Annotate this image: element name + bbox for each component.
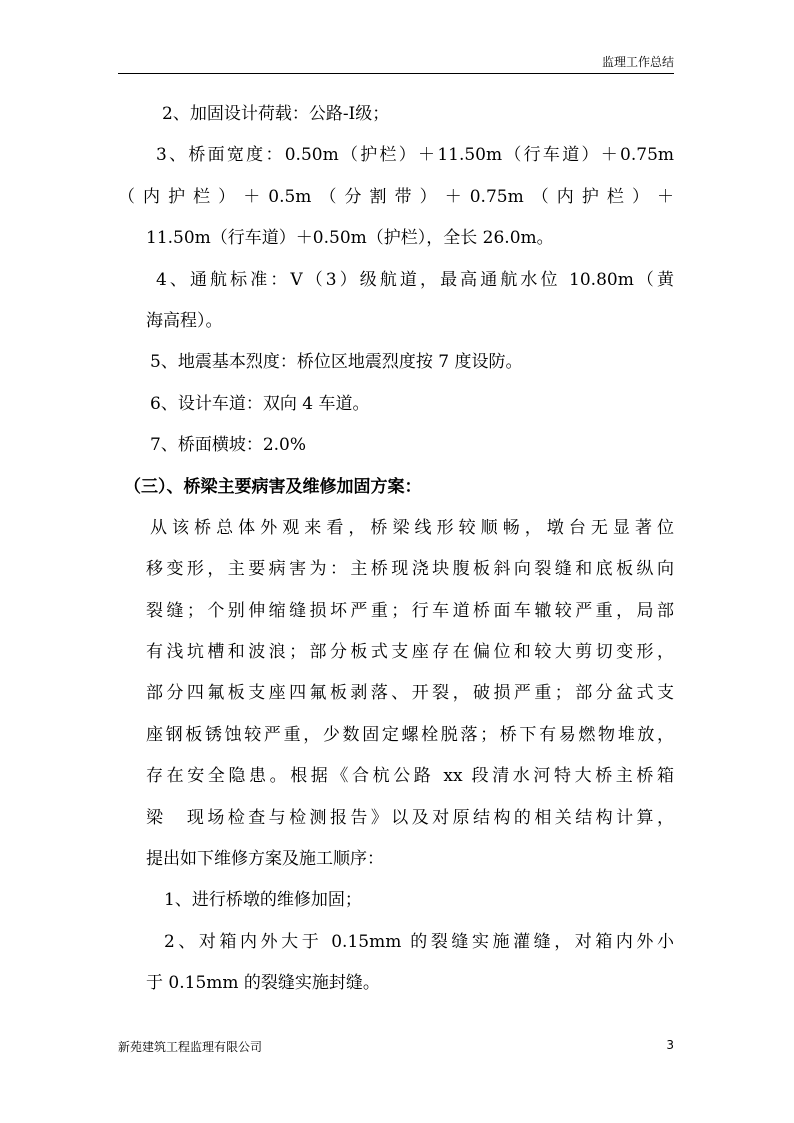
text-line: 5、地震基本烈度：桥位区地震烈度按 7 度设防。: [150, 352, 523, 373]
text-line: 2、加固设计荷载：公路-Ⅰ级；: [162, 104, 390, 124]
text-line: 有浅坑槽和波浪；部分板式支座存在偏位和较大剪切变形，: [146, 642, 674, 663]
text-line: 移变形，主要病害为：主桥现浇块腹板斜向裂缝和底板纵向: [146, 559, 674, 580]
header-rule: [118, 73, 674, 74]
text-line: 7、桥面横坡：2.0%: [150, 435, 307, 456]
text-line: 6、设计车道：双向 4 车道。: [150, 393, 370, 414]
footer-company: 新苑建筑工程监理有限公司: [118, 1040, 263, 1054]
text-line: 梁 现场检查与检测报告》以及对原结构的相关结构计算，: [146, 807, 674, 828]
text-line: 裂缝；个别伸缩缝损坏严重；行车道桥面车辙较严重，局部: [146, 600, 674, 621]
document-body: [118, 94, 674, 1005]
text-line: 海高程）。: [146, 310, 223, 331]
page-header-title: 监理工作总结: [601, 55, 674, 69]
text-line: 3、桥面宽度：0.50m（护栏）＋11.50m（行车道）＋0.75m: [156, 145, 674, 166]
text-line: 于 0.15mm 的裂缝实施封缝。: [146, 973, 380, 994]
text-line: 座钢板锈蚀较严重，少数固定螺栓脱落；桥下有易燃物堆放，: [146, 724, 674, 745]
text-line: 存在安全隐患。根据《合杭公路 xx 段清水河特大桥主桥箱: [146, 766, 674, 787]
text-line: （内护栏）＋0.5m（分割带）＋0.75m（内护栏）＋: [118, 186, 674, 207]
text-line: 4、通航标准：Ⅴ（3）级航道，最高通航水位 10.80m（黄: [156, 269, 674, 290]
text-line: 1、进行桥墩的维修加固；: [164, 890, 362, 911]
text-line: 部分四氟板支座四氟板剥落、开裂，破损严重；部分盆式支: [146, 683, 674, 704]
text-line: 2、对箱内外大于 0.15mm 的裂缝实施灌缝，对箱内外小: [164, 931, 674, 952]
text-line: 提出如下维修方案及施工顺序：: [146, 849, 384, 870]
footer-page-number: 3: [666, 1038, 674, 1052]
text-line: 11.50m（行车道）＋0.50m（护栏），全长 26.0m。: [146, 228, 554, 249]
section-heading: （三）、桥梁主要病害及维修加固方案：: [124, 476, 422, 497]
text-line: 从该桥总体外观来看，桥梁线形较顺畅，墩台无显著位: [150, 517, 674, 538]
